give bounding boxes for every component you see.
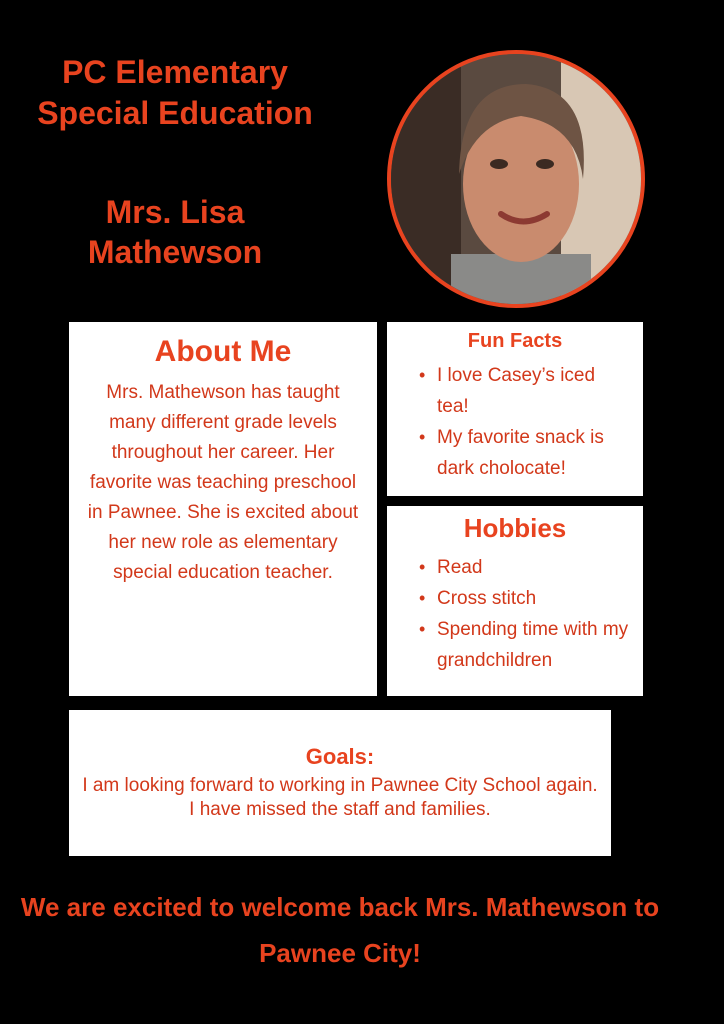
teacher-portrait-icon	[391, 54, 641, 304]
goals-heading: Goals:	[305, 744, 375, 769]
list-item: • Read	[399, 552, 631, 583]
welcome-message: We are excited to welcome back Mrs. Mathewson to Pawnee City!	[20, 892, 660, 968]
fun-facts-list	[399, 360, 631, 484]
about-me-text: Mrs. Mathewson has taught many different grade levels throughout her career. Her favorite was teaching preschool in Pawnee. She is excited about her new role as elementary special education teacher.	[87, 382, 359, 583]
goals-text: I am looking forward to working in Pawnee City School again. I have missed the staff and families.	[82, 775, 598, 820]
hobbies-list	[399, 552, 631, 676]
portrait-photo	[387, 50, 645, 308]
list-item: • I love Casey’s iced tea!	[399, 360, 631, 422]
list-item: • Cross stitch	[399, 583, 631, 614]
goals-card	[69, 710, 611, 856]
teacher-name: Mrs. Lisa Mathewson	[87, 194, 263, 270]
page-title: PC Elementary Special Education	[37, 54, 313, 131]
list-item: • Spending time with my grandchildren	[399, 614, 631, 676]
fun-facts-heading: Fun Facts	[467, 330, 563, 352]
about-me-heading: About Me	[154, 335, 292, 368]
list-item: • My favorite snack is dark cholocate!	[399, 422, 631, 484]
about-me-card	[69, 322, 377, 696]
hobbies-heading: Hobbies	[463, 513, 567, 543]
fun-facts-card	[387, 322, 643, 496]
hobbies-card	[387, 506, 643, 696]
